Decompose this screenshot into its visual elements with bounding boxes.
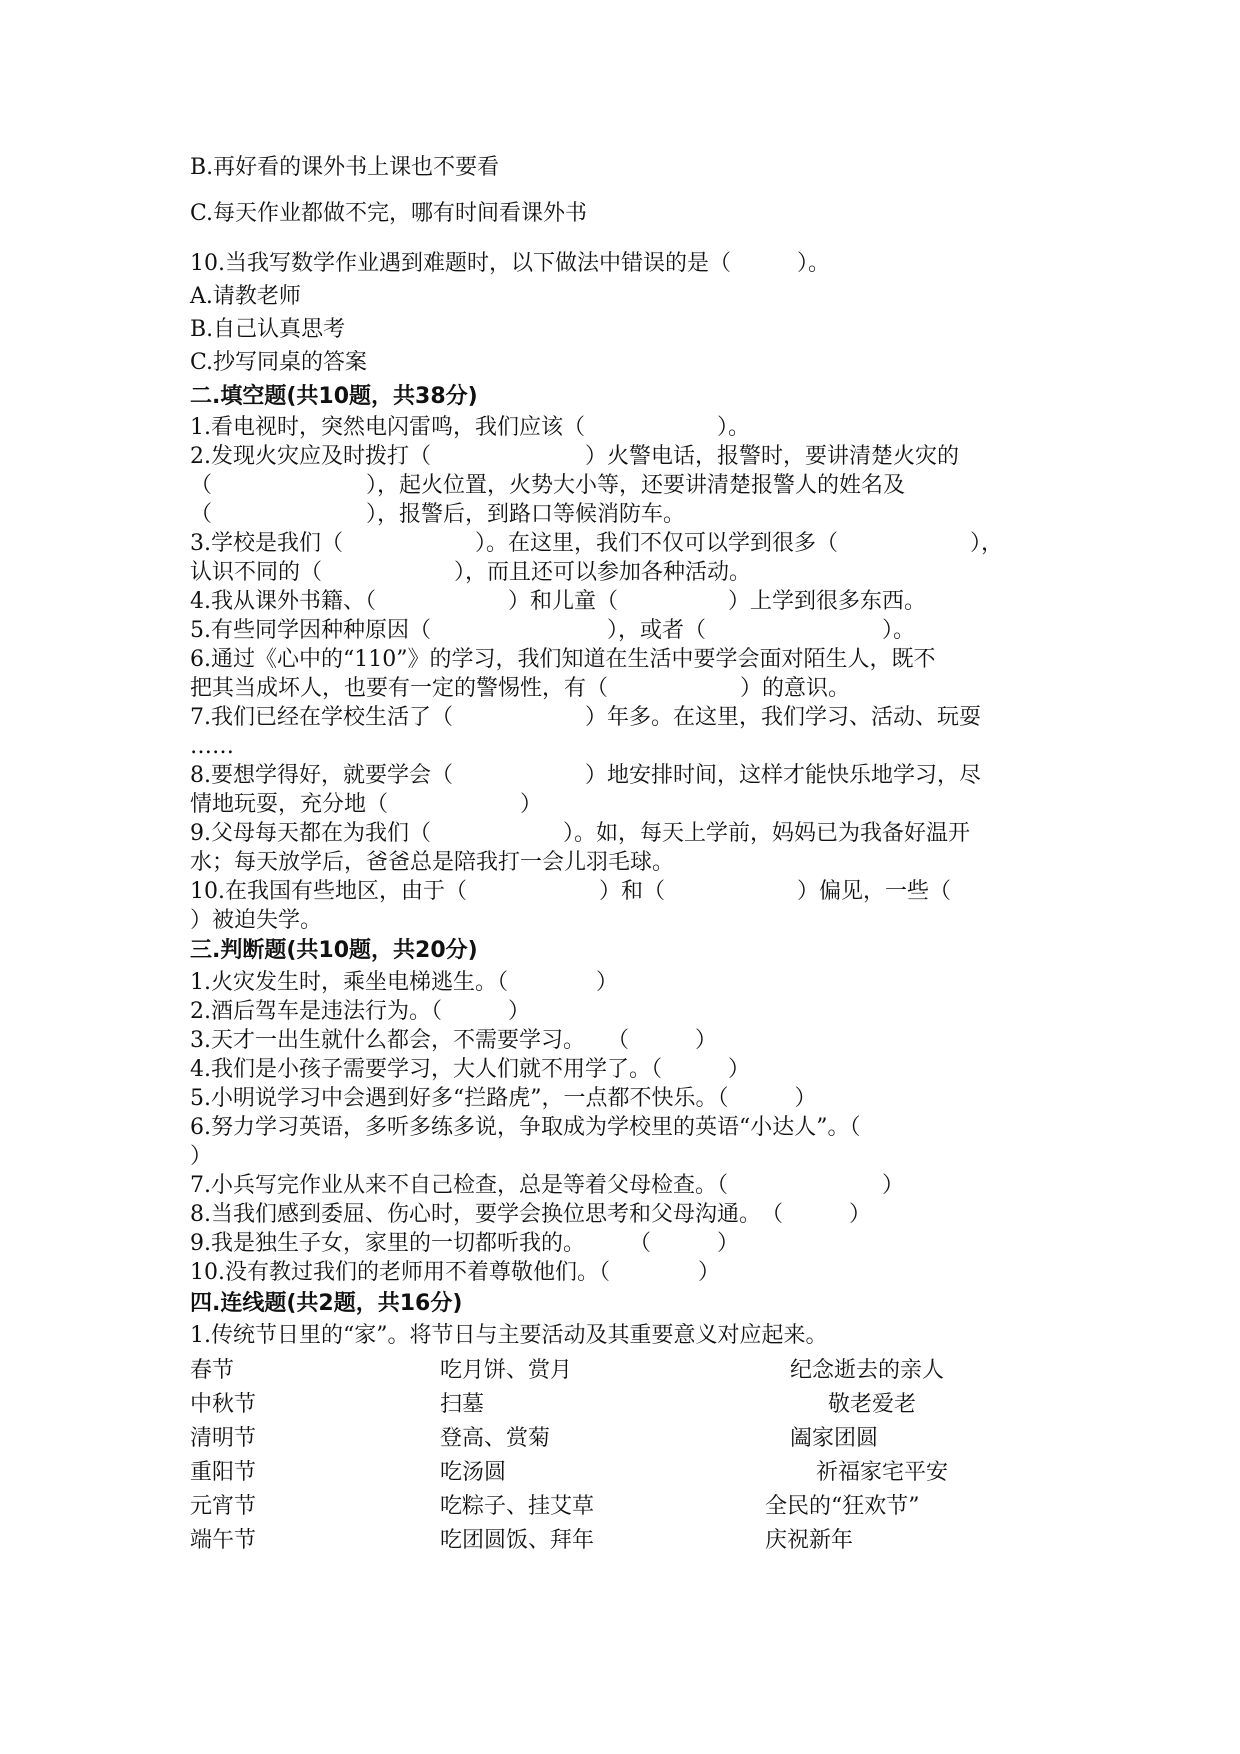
activity-item: 吃团圆饭、拜年: [440, 1528, 595, 1553]
meaning-item: 庆祝新年: [765, 1528, 854, 1553]
section2-line: 5.有些同学因种种原因（ ），或者（ ）。: [190, 618, 915, 643]
q10-option-b: B.自己认真思考: [190, 317, 346, 342]
festival-item: 中秋节: [190, 1392, 257, 1417]
section2-line: （ ），起火位置，火势大小等，还要讲清楚报警人的姓名及: [190, 473, 906, 498]
activity-item: 登高、赏菊: [440, 1426, 551, 1451]
section3-line: 10.没有教过我们的老师用不着尊敬他们。（ ）: [190, 1260, 720, 1285]
q9-option-b: B.再好看的课外书上课也不要看: [190, 155, 500, 180]
activity-item: 吃粽子、挂艾草: [440, 1494, 595, 1519]
section2-line: 2.发现火灾应及时拨打（ ）火警电话，报警时，要讲清楚火灾的: [190, 444, 959, 469]
section3-line: 6.努力学习英语，多听多练多说，争取成为学校里的英语“小达人”。（: [190, 1115, 861, 1140]
matching-row: [0, 1459, 1240, 1489]
section3-line: ）: [190, 1144, 213, 1169]
q10-question: 10.当我写数学作业遇到难题时，以下做法中错误的是（ ）。: [190, 251, 830, 276]
meaning-item: 纪念逝去的亲人: [790, 1358, 945, 1383]
activity-item: 扫墓: [440, 1392, 485, 1417]
meaning-item: 敬老爱老: [828, 1392, 917, 1417]
activity-item: 吃月饼、赏月: [440, 1358, 573, 1383]
section2-line: 1.看电视时，突然电闪雷鸣，我们应该（ ）。: [190, 415, 750, 440]
festival-item: 元宵节: [190, 1494, 257, 1519]
activity-item: 吃汤圆: [440, 1460, 507, 1485]
section2-line: 4.我从课外书籍、（ ）和儿童（ ）上学到很多东西。: [190, 589, 926, 614]
section2-line: 7.我们已经在学校生活了（ ）年多。在这里，我们学习、活动、玩耍: [190, 705, 981, 730]
section2-line: 情地玩耍，充分地（ ）: [190, 792, 543, 817]
section2-line: 把其当成坏人，也要有一定的警惕性，有（ ）的意识。: [190, 676, 851, 701]
matching-row: [0, 1493, 1240, 1523]
matching-row: [0, 1527, 1240, 1557]
q10-option-a: A.请教老师: [190, 284, 301, 309]
section2-line: 9.父母每天都在为我们（ ）。如，每天上学前，妈妈已为我备好温开: [190, 821, 970, 846]
section2-line: ……: [190, 734, 234, 759]
section3-line: 7.小兵写完作业从来不自己检查，总是等着父母检查。（ ）: [190, 1173, 904, 1198]
section3-line: 8.当我们感到委屈、伤心时，要学会换位思考和父母沟通。 （ ）: [190, 1202, 871, 1227]
section2-line: 3.学校是我们（ ）。在这里，我们不仅可以学到很多（ ），: [190, 531, 1003, 556]
matching-row: [0, 1391, 1240, 1421]
section3-line: 9.我是独生子女，家里的一切都听我的。 （ ）: [190, 1231, 739, 1256]
meaning-item: 祈福家宅平安: [816, 1460, 949, 1485]
section3-line: 4.我们是小孩子需要学习，大人们就不用学了。（ ）: [190, 1057, 750, 1082]
section2-line: 水；每天放学后，爸爸总是陪我打一会儿羽毛球。: [190, 850, 675, 875]
section3-line: 2.酒后驾车是违法行为。（ ）: [190, 999, 530, 1024]
section3-line: 1.火灾发生时，乘坐电梯逃生。（ ）: [190, 970, 618, 995]
section2-line: 认识不同的（ ），而且还可以参加各种活动。: [190, 560, 752, 585]
festival-item: 春节: [190, 1358, 235, 1383]
section2-line: （ ），报警后，到路口等候消防车。: [190, 502, 686, 527]
q9-option-c: C.每天作业都做不完，哪有时间看课外书: [190, 201, 588, 226]
festival-item: 端午节: [190, 1528, 257, 1553]
section2-line: 8.要想学得好，就要学会（ ）地安排时间，这样才能快乐地学习，尽: [190, 763, 981, 788]
q10-option-c: C.抄写同桌的答案: [190, 350, 368, 375]
section4-heading: 四.连线题(共2题，共16分): [190, 1291, 463, 1316]
matching-question: 1.传统节日里的“家”。将节日与主要活动及其重要意义对应起来。: [190, 1323, 828, 1348]
matching-row: [0, 1357, 1240, 1387]
meaning-item: 阖家团圆: [790, 1426, 879, 1451]
section2-line: ）被迫失学。: [190, 908, 323, 933]
section3-line: 3.天才一出生就什么都会，不需要学习。 （ ）: [190, 1028, 717, 1053]
section2-heading: 二.填空题(共10题，共38分): [190, 384, 478, 409]
meaning-item: 全民的“狂欢节”: [765, 1494, 920, 1519]
section3-line: 5.小明说学习中会遇到好多“拦路虎”，一点都不快乐。（ ）: [190, 1086, 817, 1111]
section2-line: 6.通过《心中的“110”》的学习，我们知道在生活中要学会面对陌生人，既不: [190, 647, 936, 672]
section3-heading: 三.判断题(共10题，共20分): [190, 938, 478, 963]
section2-line: 10.在我国有些地区，由于（ ）和（ ）偏见，一些（: [190, 879, 951, 904]
matching-row: [0, 1425, 1240, 1455]
festival-item: 清明节: [190, 1426, 257, 1451]
festival-item: 重阳节: [190, 1460, 257, 1485]
